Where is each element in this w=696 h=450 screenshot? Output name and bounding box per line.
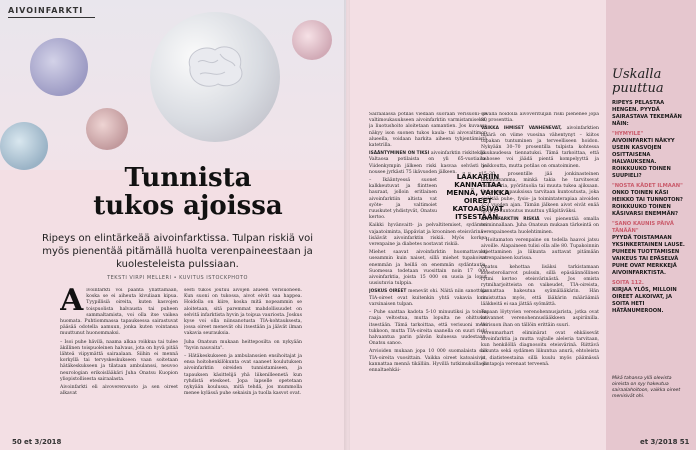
subhead: AIVOINFARKTIN RISKIÄ xyxy=(481,217,540,223)
sphere-rose xyxy=(292,20,332,60)
page-footer-right xyxy=(640,438,689,446)
body-text: – Ikääntyessä suonet kalkkeutuvat ja flintteen hauraat, jolloin eritlainen aivoinfarktiin altista vat syöte- ja valtimoiet ruuskutet yhdistyvät, Onatsu kertoo. xyxy=(369,178,437,221)
body-text: Verenmarhart eliminärat ovat ehkäisevät aivoinfarktia ja mutta vajtalle aleleria tarvitaan, kun henkilöllä diagnosoitu eteisvärinä. Riittävä liikunta sekä sydämen liikuntua anurä, ehtoleista ja diatisteestaina sillä kuulu myös päämässä elintapoja verenaat terveenä. xyxy=(481,330,599,367)
right-column-2 xyxy=(481,112,599,430)
section-label: AIVOINFARKTI xyxy=(8,6,84,15)
sidebar-title: Uskalla puuttua xyxy=(612,67,664,96)
sidebar-note: Mikä tahansa yllä olevista oireista on syy hakeutua sairaalahoitoon, vaikka oireet menisivät ohi. xyxy=(612,376,681,399)
sidebar-item-cue: SOITA 112. xyxy=(612,280,644,286)
body-text: Arvioiden mukaan jopa 10 000 suomalaista saa TIA-oireita vuosittain. Vaikka oireet katoaisivat, kannattaa mennä tikälliin. Hyvillä tutkimuksilla ja ennaltaehkäi- xyxy=(369,349,487,373)
body-text: aivoinfarktien määrä on viime vuosina vähentynyt – kiitos tupakan tuntuminen ja terveelliseen hoidon. Nykyään 30–70 prosentilla tulpista kohtessa kuukaudessa tiennatuksi. Tämä tarkoittaa, että kehosee voi jäädä pientä kompelyyttä ja heikkoutta, mutta potilas on omatoiminen. xyxy=(481,126,599,169)
subhead: ISÄÄNTYMINEN ON TIKSI xyxy=(369,151,430,157)
body-text: sesti tukos joutuu aivojen alueen verisuoneen. Kun suoni on tukossa, aivot eivät saa happea. Hoidolla on kiire, koska mitä nopeammin se aloitetaan, sitä paremmat mahdollisuudet on selvitä infarktista hyvin ja toipua vauriosta. Joskus kyse voi olla niinsanotusta TIA-kohtauksesta, jossa oireet menevät ohi itsestään ja jäävät ilman vakavia seurauksia. xyxy=(184,288,302,337)
body-text: Miehet saavat aivoinfarktin huomattavasti useammin kuin naiset, sillä miehet tupakoivat enemmän ja heillä on enemmän sydäntautia. Suomessa todetaan vuosittain noin 17 000 aivoinfarktia, joista 15 000 on uusia ja loput uusiutuvia tulppia. xyxy=(369,250,487,287)
body-text: menevät ohi. Näitä niin sanottuja TIA-oireet ovat kuitenkin yhtä vakavia kuin varsinaisen tulpan. xyxy=(369,289,487,307)
sidebar-item-text: ONKO TOINEN KÄSI HEIKKO TAI TUNNOTON? ROIKKUUKO TOINEN KÄSIVARSI ENEMMÄN? xyxy=(612,190,683,217)
body-text: ivoinfarkti voi pääntä yllättämään, koska se ei aiheuta kivuliaan kipua. Tyypillisiä oireita, kuten kasvojen toispuolista halvausta tai puheen sammaltamista, voi olla itse vaikea huomata. Puhtiommassa tapauksessa sairastuvat pääsää odotella aamuun, jonka kuten vointansa muuttunut huonommaksi. xyxy=(60,288,178,337)
body-text: 15–30 prosentille jää jonkinasteinen liikuntavamma, minkä takia he tarvitsevat rollaattoria, pyörätuolia tai muuta tukea ajiksaan. Vaikeissa tapauksissa tarvitaan kuntoutusta, joka sisältää puhe-, fysio- ja toimintaterapiaa aivoiden 2–3 vuoden ajan. Tämän jälkeen aivot eivät enää toivu ja kuntoutus muuttuu ylläpitäväksi. xyxy=(481,171,599,215)
left-page xyxy=(0,0,346,450)
lead-paragraph: Ripeys on elintärkeää aivoinfarktissa. Tulpan riskiä voi myös pienentää pitämällä huolta verenpaineestaan ja kuolesteleista pulssiaan. xyxy=(41,233,314,270)
sidebar-list xyxy=(612,100,690,318)
sidebar-item-cue: "NOSTA KÄDET ILMAAN" xyxy=(612,183,683,189)
sidebar-item-cue: "SANO KAUNIS PÄIVÄ TÄNÄÄN" xyxy=(612,221,674,234)
sphere-pink xyxy=(86,108,128,150)
subhead: VAIKKA IHMISET VANHENEVAT, xyxy=(481,126,562,132)
body-text: – Hoitamaton verenpaine on todella haavoi jatsu aivoille. Alapaineen tulisi olla alle 80. Tupakoinnin lopettaminen ja liikunta auttavat pitämään verenpaineen kurissa. xyxy=(481,237,599,262)
body-text: Onatsu kehottaa lisäksi tarkistamaan kolesteroliarvot pulssin, sillä epäsäännöllinen rytmi kertoo eteisvärinästä. Jos omista rytmiharjoitteista on vaikeudet, TIA-oireista, kannattaa hakeutua syämälääkärin. Hän muistuttaa myös, että lääkärin määräämiä lääkkeitä ei saa jättää syömättä. xyxy=(481,264,599,307)
sidebar-item-text: AIVOINFARKTI NÄKYY USEIN KASVOJEN OSITTAISENA HALVAUKSENA. ROIKKUUKO TOINEN SUUPIELI? xyxy=(612,138,675,179)
body-text: – Puhe saattaa kadota 5-10 minuutiksi ja toinen raaja veltostua, mutta lopulta ne ohittuvat itsestään. Tämä tarkoittaa, että verisuoni meni tukkoon, mutta TIA-oireita saanella on suuri riski halvaantua parin päivän kuluessa uudestaan, Onatsu sanoo. xyxy=(369,310,487,347)
magazine-issue: et 3/2018 xyxy=(640,438,678,446)
body-text: voi pienentää omalla toiminnallaan. Juha Onatsun mukaan tärkeintä on verenpaineesta huolehtiminen. xyxy=(481,217,599,235)
body-text: sevällä hoidolla aivoverituljan riski pienenee jopa 80 prosenttia. xyxy=(481,112,599,124)
hero-illustration xyxy=(0,0,346,170)
brain-icon xyxy=(180,42,250,92)
page-number: 50 xyxy=(12,438,22,446)
page-number: 51 xyxy=(679,438,690,446)
page-footer-left xyxy=(12,438,61,446)
right-column-1 xyxy=(369,112,487,430)
drop-cap: A xyxy=(60,288,84,318)
text-wrap-narrow xyxy=(369,178,437,221)
sphere-purple xyxy=(30,38,88,96)
headline-line-1: Tunnista xyxy=(124,163,252,193)
body-text: Kaikki hyvänvaitt- ja pelvaltitemiset, sydämen vajaatoiminta, läppäviat ja krooninen eteisvärinä – lisäävät aivoinfarktin riskiä. Myös korkea verenpaine ja diabetes nostavat riskiä. xyxy=(369,223,487,248)
headline-line-2: tukos ajoissa xyxy=(93,191,283,221)
subhead: JOSKUS OIREET xyxy=(369,289,407,295)
sidebar-item-text: RIPEYS PELASTAA HENGEN. PYYDÄ SAIRASTAVA TEKEMÄÄN NÄIN: xyxy=(612,100,682,127)
body-text: Sairaalassa potilas viedään suoraan verisuoni- ja valtimoukauukseen aivoinfarktin varmistamiseksi, ja liuotushoito aloitetaan samantien. Jos kuvassa näkyy ison suonen tukos kaula- tai aivovaltimon alueella, voidaan harkita aiheen tyhjentämistä katetrilla. xyxy=(369,112,487,149)
left-column-2 xyxy=(184,288,302,423)
body-text: Aivoinfarkti eli aivoverenvuoto ja sen oireet alkavat xyxy=(60,385,178,397)
sidebar-item-text: PYYDÄ TOISTAMAAN YKSINKERTAINEN LAUSE. PUHEEN TUOTTAMISEN VAIKEUS TAI EPÄSELVÄ PUHE OVAT MERKKEJÄ AIVOINFARKTISTA. xyxy=(612,235,685,276)
sphere-blue xyxy=(0,122,48,170)
headline xyxy=(88,164,288,220)
body-text: – Hätäkeskukseen ja ambulanssien ensihoitajat ja ensa hoitohenkilökunta ovat saaneet koulutuksen aivoinfarktin oireiden tunnistamiseen, ja tapauksen käsittelijä yhä liikenilleenetä kun ryhdistä eteskeet. Jopa lapselle opetetaan nykyään koulussa, mitä tehdä, jos mummolla menee kylässä puhe sekaisin ja tuolla kasvot ovat. xyxy=(184,354,302,397)
body-text: – Isoi puhe hävilä, naama alkaa roikkua tai tulee äkillinen toispuoleinen halvaus, jota on hyvä pitää lähteä viipymättä sairaalaan. Siihin ei mennä korkyllä tai tervyskeskukseen vaan soitetaan hätäkeskukseen ja tilataan ambulanssi, neuvoo neurologian erikoislääkäri Juha Onatsu Kuopion yliopistollisesta sairaalasta. xyxy=(60,339,178,382)
sidebar-item-cue: "HYMYILE" xyxy=(612,131,644,137)
magazine-issue: et 3/2018 xyxy=(23,438,62,446)
body-text: Juha Onatsun mukaan heitteposilta on nykyään "hyvin nauvaita". xyxy=(184,339,302,351)
credit-line: TEKSTI VIRPI MELLERI • KUVITUS ISTOCKPHOTO xyxy=(107,275,248,281)
pull-quote: LÄÄKÄRIIN KANNATTAA MENNÄ, VAIKKA OIREET KATOAISIVAT ITSESTÄÄN. xyxy=(446,173,510,221)
body-text: Tapaan löytyvien verenohennusjarista, jotka ovat keivannet verenohennuslääkkeen aspiriinilla. Verisuon ihan on tällöin erittäin suuri. xyxy=(481,310,599,328)
left-column-1 xyxy=(60,288,178,423)
body-text: aivoinfarktin riskitekijä. Valtaosa potilaista on yli 65-vuotiaita. Viidenkympin jälkeen riski kasvaa selvästi ja nousee jyrkästi 75 ikävuoden jälkeen. xyxy=(369,151,487,175)
sidebar-item-text: KIRJAA YLÖS, MILLOIN OIREET ALKOIVAT, JA SOITA HETI HÄTÄNUMEROON. xyxy=(612,287,677,314)
